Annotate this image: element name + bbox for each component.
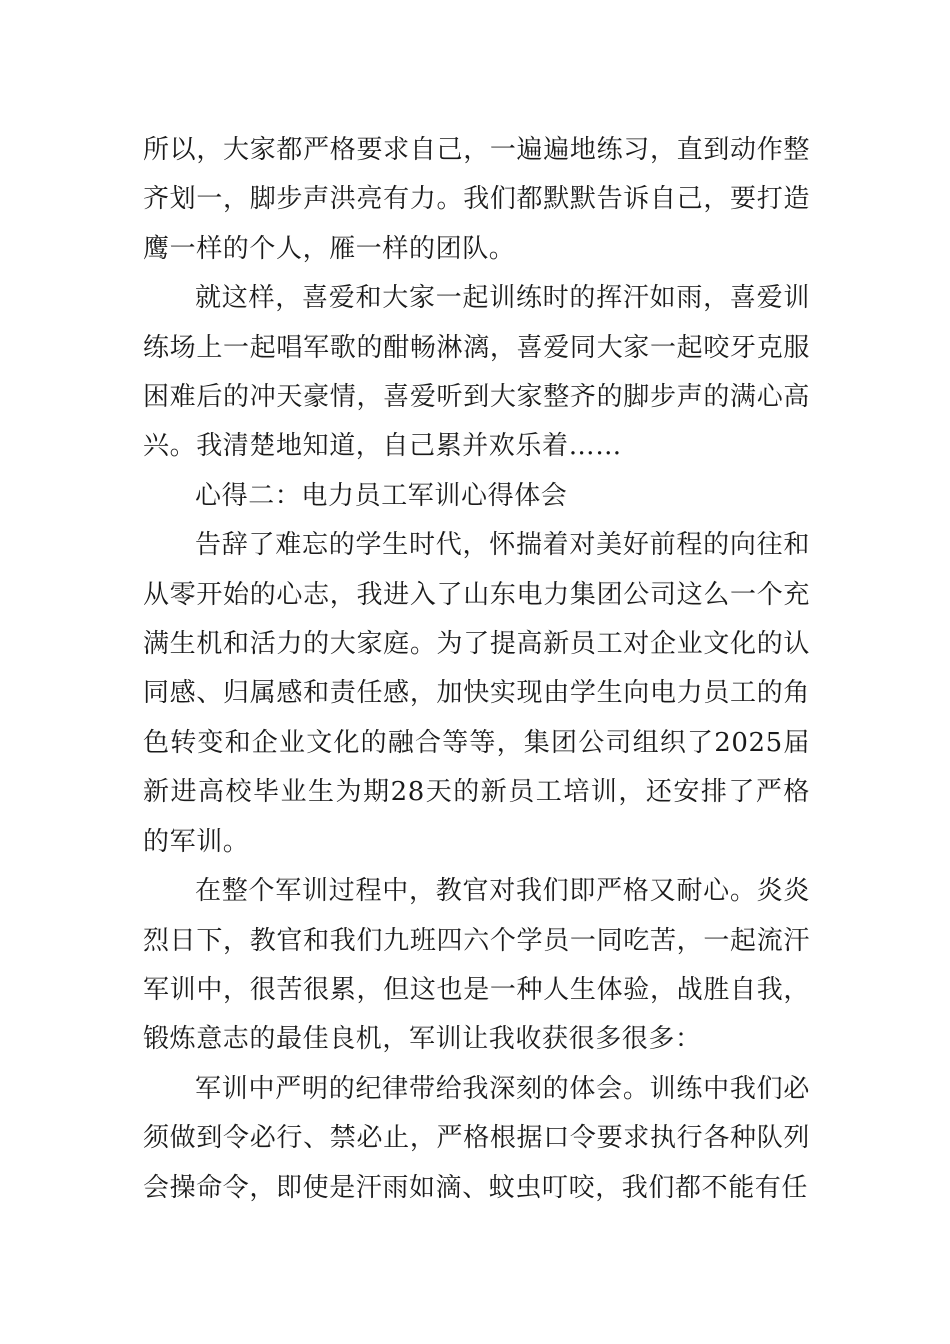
- paragraph-instructors: 在整个军训过程中，教官对我们即严格又耐心。炎炎烈日下，教官和我们九班四六个学员一同吃苦，一起流汗军训中，很苦很累，但这也是一种人生体验，战胜自我，锻炼意志的最佳良机，军训让我收获很多很多：: [143, 876, 810, 1055]
- paragraph-introduction: 告辞了难忘的学生时代，怀揣着对美好前程的向往和从零开始的心志，我进入了山东电力集团公司这么一个充满生机和活力的大家庭。为了提高新员工对企业文化的认同感、归属感和责任感，加快实现由学生向电力员工的角色转变和企业文化的融合等等，集团公司组织了2025届新进高校毕业生为期28天的新员工培训，还安排了严格的军训。: [143, 530, 810, 857]
- paragraph-discipline: 军训中严明的纪律带给我深刻的体会。训练中我们必须做到令必行、禁必止，严格根据口令要求执行各种队列会操命令，即使是汗雨如滴、蚊虫叮咬，我们都不能有任: [143, 1073, 810, 1203]
- section-heading: 心得二：电力员工军训心得体会: [195, 480, 568, 511]
- document-body: [143, 126, 810, 1213]
- paragraph-continuation: 所以，大家都严格要求自己，一遍遍地练习，直到动作整齐划一，脚步声洪亮有力。我们都默默告诉自己，要打造鹰一样的个人，雁一样的团队。: [143, 135, 810, 264]
- paragraph-training-joy: 就这样，喜爱和大家一起训练时的挥汗如雨，喜爱训练场上一起唱军歌的酣畅淋漓，喜爱同大家一起咬牙克服困难后的冲天豪情，喜爱听到大家整齐的脚步声的满心高兴。我清楚地知道，自己累并欢乐着……: [143, 283, 810, 462]
